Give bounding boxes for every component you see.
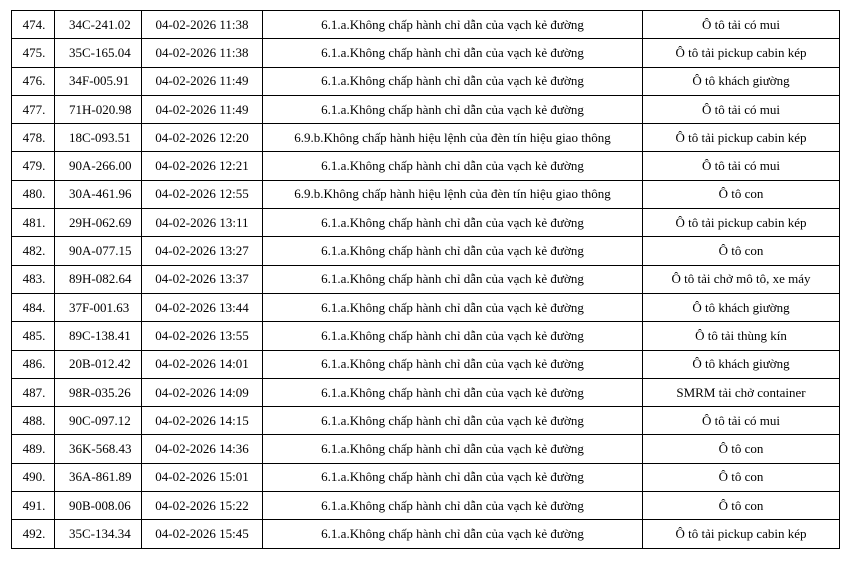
vehicle-type: Ô tô khách giường bbox=[643, 293, 840, 321]
table-row bbox=[12, 520, 840, 548]
vehicle-type: Ô tô tải pickup cabin kép bbox=[643, 209, 840, 237]
violation-description: 6.1.a.Không chấp hành chỉ dẫn của vạch kẻ đường bbox=[263, 293, 643, 321]
table-row bbox=[12, 237, 840, 265]
table-row bbox=[12, 463, 840, 491]
violation-time: 04-02-2026 11:38 bbox=[142, 39, 263, 67]
table-row bbox=[12, 378, 840, 406]
violations-table bbox=[11, 10, 840, 549]
violation-time: 04-02-2026 13:55 bbox=[142, 322, 263, 350]
table-row bbox=[12, 124, 840, 152]
table-row bbox=[12, 492, 840, 520]
violation-description: 6.1.a.Không chấp hành chỉ dẫn của vạch kẻ đường bbox=[263, 463, 643, 491]
license-plate: 37F-001.63 bbox=[55, 293, 142, 321]
violation-description: 6.1.a.Không chấp hành chỉ dẫn của vạch kẻ đường bbox=[263, 378, 643, 406]
vehicle-type: Ô tô tải có mui bbox=[643, 95, 840, 123]
license-plate: 90B-008.06 bbox=[55, 492, 142, 520]
vehicle-type: Ô tô tải thùng kín bbox=[643, 322, 840, 350]
violation-description: 6.9.b.Không chấp hành hiệu lệnh của đèn tín hiệu giao thông bbox=[263, 124, 643, 152]
violation-time: 04-02-2026 15:45 bbox=[142, 520, 263, 548]
violation-description: 6.1.a.Không chấp hành chỉ dẫn của vạch kẻ đường bbox=[263, 435, 643, 463]
row-number: 489. bbox=[12, 435, 55, 463]
vehicle-type: Ô tô tải pickup cabin kép bbox=[643, 124, 840, 152]
license-plate: 90A-077.15 bbox=[55, 237, 142, 265]
violation-description: 6.9.b.Không chấp hành hiệu lệnh của đèn tín hiệu giao thông bbox=[263, 180, 643, 208]
violation-time: 04-02-2026 13:11 bbox=[142, 209, 263, 237]
violation-description: 6.1.a.Không chấp hành chỉ dẫn của vạch kẻ đường bbox=[263, 265, 643, 293]
violation-time: 04-02-2026 11:38 bbox=[142, 11, 263, 39]
license-plate: 90C-097.12 bbox=[55, 407, 142, 435]
row-number: 484. bbox=[12, 293, 55, 321]
violation-description: 6.1.a.Không chấp hành chỉ dẫn của vạch kẻ đường bbox=[263, 95, 643, 123]
vehicle-type: Ô tô con bbox=[643, 180, 840, 208]
row-number: 492. bbox=[12, 520, 55, 548]
vehicle-type: SMRM tải chở container bbox=[643, 378, 840, 406]
license-plate: 89C-138.41 bbox=[55, 322, 142, 350]
table-row bbox=[12, 11, 840, 39]
license-plate: 36A-861.89 bbox=[55, 463, 142, 491]
license-plate: 89H-082.64 bbox=[55, 265, 142, 293]
violation-time: 04-02-2026 14:15 bbox=[142, 407, 263, 435]
violation-description: 6.1.a.Không chấp hành chỉ dẫn của vạch kẻ đường bbox=[263, 209, 643, 237]
violation-time: 04-02-2026 14:09 bbox=[142, 378, 263, 406]
table-row bbox=[12, 180, 840, 208]
violation-time: 04-02-2026 14:01 bbox=[142, 350, 263, 378]
license-plate: 35C-165.04 bbox=[55, 39, 142, 67]
vehicle-type: Ô tô con bbox=[643, 492, 840, 520]
row-number: 478. bbox=[12, 124, 55, 152]
row-number: 477. bbox=[12, 95, 55, 123]
violation-time: 04-02-2026 13:37 bbox=[142, 265, 263, 293]
violation-time: 04-02-2026 13:44 bbox=[142, 293, 263, 321]
violation-time: 04-02-2026 11:49 bbox=[142, 95, 263, 123]
violation-time: 04-02-2026 15:01 bbox=[142, 463, 263, 491]
table-row bbox=[12, 265, 840, 293]
license-plate: 36K-568.43 bbox=[55, 435, 142, 463]
violation-time: 04-02-2026 12:20 bbox=[142, 124, 263, 152]
license-plate: 20B-012.42 bbox=[55, 350, 142, 378]
table-row bbox=[12, 407, 840, 435]
license-plate: 71H-020.98 bbox=[55, 95, 142, 123]
violation-time: 04-02-2026 14:36 bbox=[142, 435, 263, 463]
license-plate: 35C-134.34 bbox=[55, 520, 142, 548]
violation-description: 6.1.a.Không chấp hành chỉ dẫn của vạch kẻ đường bbox=[263, 39, 643, 67]
license-plate: 29H-062.69 bbox=[55, 209, 142, 237]
row-number: 474. bbox=[12, 11, 55, 39]
table-row bbox=[12, 435, 840, 463]
violations-table-body bbox=[12, 11, 840, 549]
violation-time: 04-02-2026 13:27 bbox=[142, 237, 263, 265]
table-row bbox=[12, 350, 840, 378]
violation-time: 04-02-2026 12:55 bbox=[142, 180, 263, 208]
violation-description: 6.1.a.Không chấp hành chỉ dẫn của vạch kẻ đường bbox=[263, 350, 643, 378]
license-plate: 34F-005.91 bbox=[55, 67, 142, 95]
vehicle-type: Ô tô con bbox=[643, 237, 840, 265]
vehicle-type: Ô tô tải có mui bbox=[643, 11, 840, 39]
license-plate: 34C-241.02 bbox=[55, 11, 142, 39]
violation-description: 6.1.a.Không chấp hành chỉ dẫn của vạch kẻ đường bbox=[263, 520, 643, 548]
vehicle-type: Ô tô con bbox=[643, 435, 840, 463]
table-row bbox=[12, 322, 840, 350]
vehicle-type: Ô tô tải có mui bbox=[643, 407, 840, 435]
row-number: 491. bbox=[12, 492, 55, 520]
vehicle-type: Ô tô tải chở mô tô, xe máy bbox=[643, 265, 840, 293]
row-number: 486. bbox=[12, 350, 55, 378]
vehicle-type: Ô tô tải có mui bbox=[643, 152, 840, 180]
license-plate: 18C-093.51 bbox=[55, 124, 142, 152]
license-plate: 30A-461.96 bbox=[55, 180, 142, 208]
row-number: 490. bbox=[12, 463, 55, 491]
row-number: 487. bbox=[12, 378, 55, 406]
table-row bbox=[12, 39, 840, 67]
vehicle-type: Ô tô tải pickup cabin kép bbox=[643, 39, 840, 67]
violation-time: 04-02-2026 12:21 bbox=[142, 152, 263, 180]
row-number: 475. bbox=[12, 39, 55, 67]
row-number: 476. bbox=[12, 67, 55, 95]
violation-description: 6.1.a.Không chấp hành chỉ dẫn của vạch kẻ đường bbox=[263, 492, 643, 520]
vehicle-type: Ô tô tải pickup cabin kép bbox=[643, 520, 840, 548]
row-number: 482. bbox=[12, 237, 55, 265]
violation-description: 6.1.a.Không chấp hành chỉ dẫn của vạch kẻ đường bbox=[263, 152, 643, 180]
violation-description: 6.1.a.Không chấp hành chỉ dẫn của vạch kẻ đường bbox=[263, 11, 643, 39]
table-row bbox=[12, 209, 840, 237]
table-row bbox=[12, 293, 840, 321]
violation-description: 6.1.a.Không chấp hành chỉ dẫn của vạch kẻ đường bbox=[263, 407, 643, 435]
row-number: 479. bbox=[12, 152, 55, 180]
violation-description: 6.1.a.Không chấp hành chỉ dẫn của vạch kẻ đường bbox=[263, 237, 643, 265]
table-row bbox=[12, 152, 840, 180]
vehicle-type: Ô tô con bbox=[643, 463, 840, 491]
vehicle-type: Ô tô khách giường bbox=[643, 67, 840, 95]
table-row bbox=[12, 67, 840, 95]
violation-description: 6.1.a.Không chấp hành chỉ dẫn của vạch kẻ đường bbox=[263, 322, 643, 350]
table-row bbox=[12, 95, 840, 123]
row-number: 480. bbox=[12, 180, 55, 208]
license-plate: 90A-266.00 bbox=[55, 152, 142, 180]
row-number: 485. bbox=[12, 322, 55, 350]
vehicle-type: Ô tô khách giường bbox=[643, 350, 840, 378]
row-number: 481. bbox=[12, 209, 55, 237]
license-plate: 98R-035.26 bbox=[55, 378, 142, 406]
violation-time: 04-02-2026 11:49 bbox=[142, 67, 263, 95]
row-number: 483. bbox=[12, 265, 55, 293]
row-number: 488. bbox=[12, 407, 55, 435]
violation-description: 6.1.a.Không chấp hành chỉ dẫn của vạch kẻ đường bbox=[263, 67, 643, 95]
violation-time: 04-02-2026 15:22 bbox=[142, 492, 263, 520]
